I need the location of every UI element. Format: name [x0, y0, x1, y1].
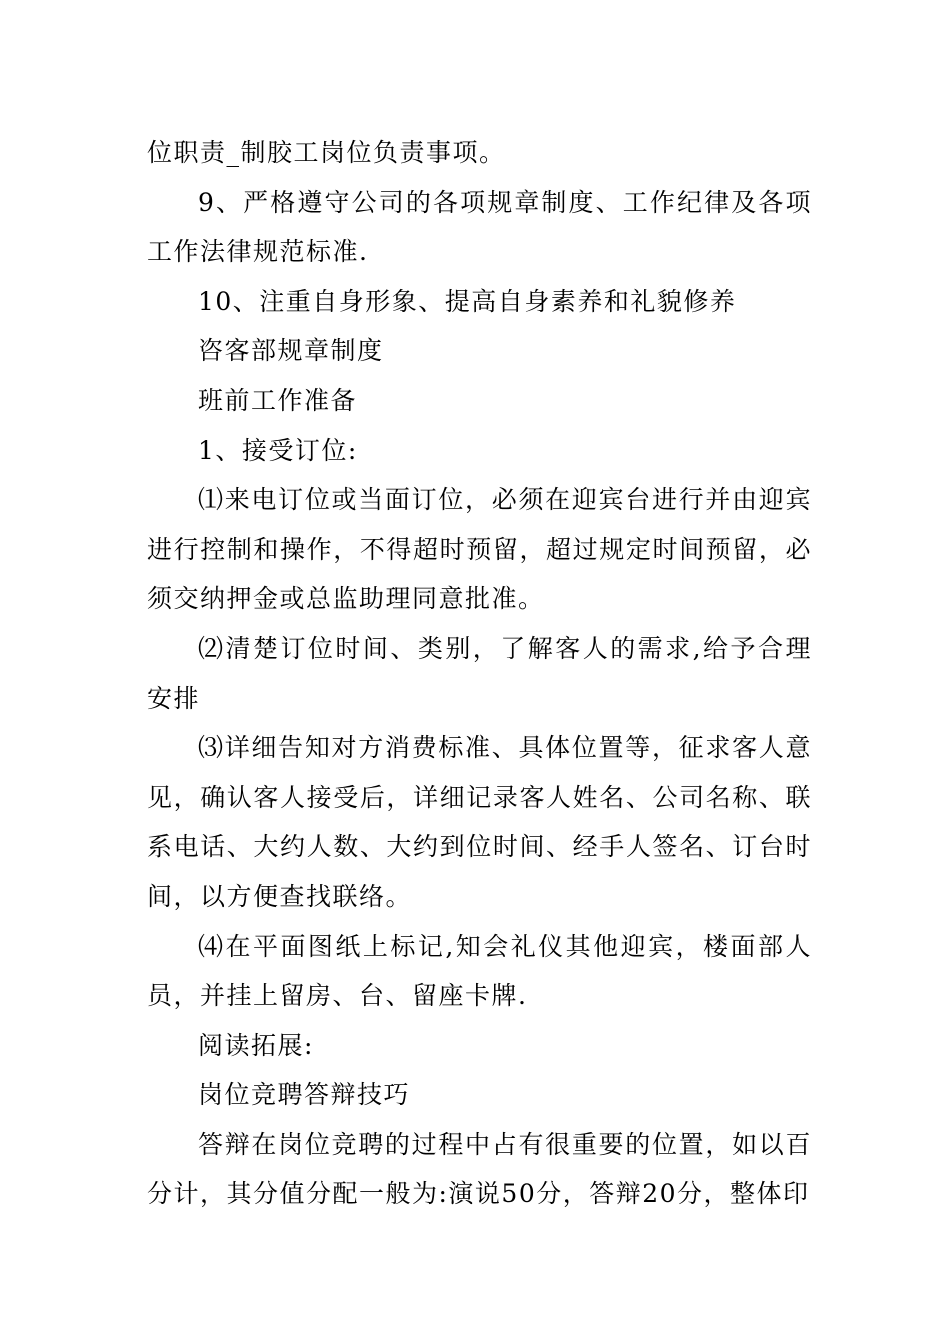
- paragraph-subitem-2: ⑵清楚订位时间、类别，了解客人的需求,给予合理安排: [147, 633, 812, 713]
- paragraph-item-1: 1、接受订位:: [198, 435, 358, 465]
- paragraph-subitem-3: ⑶详细告知对方消费标准、具体位置等，征求客人意见，确认客人接受后，详细记录客人姓名、公司名称、联系电话、大约人数、大约到位时间、经手人签名、订台时间，以方便查找联络。: [147, 733, 812, 911]
- section-heading-rules: 咨客部规章制度: [198, 336, 384, 366]
- section-heading-prep: 班前工作准备: [198, 385, 358, 415]
- section-heading-reading: 阅读拓展:: [198, 1030, 314, 1060]
- document-body: [147, 128, 812, 1219]
- paragraph-subitem-4: ⑷在平面图纸上标记,知会礼仪其他迎宾，楼面部人员，并挂上留房、台、留座卡牌.: [147, 931, 812, 1011]
- paragraph-continuation: 位职责_制胶工岗位负责事项。: [147, 138, 506, 167]
- paragraph-subitem-1: ⑴来电订位或当面订位，必须在迎宾台进行并由迎宾进行控制和操作，不得超时预留，超过规定时间预留，必须交纳押金或总监助理同意批准。: [147, 485, 812, 614]
- section-heading-defense: 岗位竞聘答辩技巧: [198, 1080, 411, 1110]
- paragraph-defense-intro: 答辩在岗位竞聘的过程中占有很重要的位置，如以百分计，其分值分配一般为:演说50分，答辩20分，整体印: [147, 1129, 812, 1209]
- paragraph-item-9: 9、严格遵守公司的各项规章制度、工作纪律及各项工作法律规范标准.: [147, 187, 812, 267]
- paragraph-item-10: 10、注重自身形象、提高自身素养和礼貌修养: [198, 286, 737, 316]
